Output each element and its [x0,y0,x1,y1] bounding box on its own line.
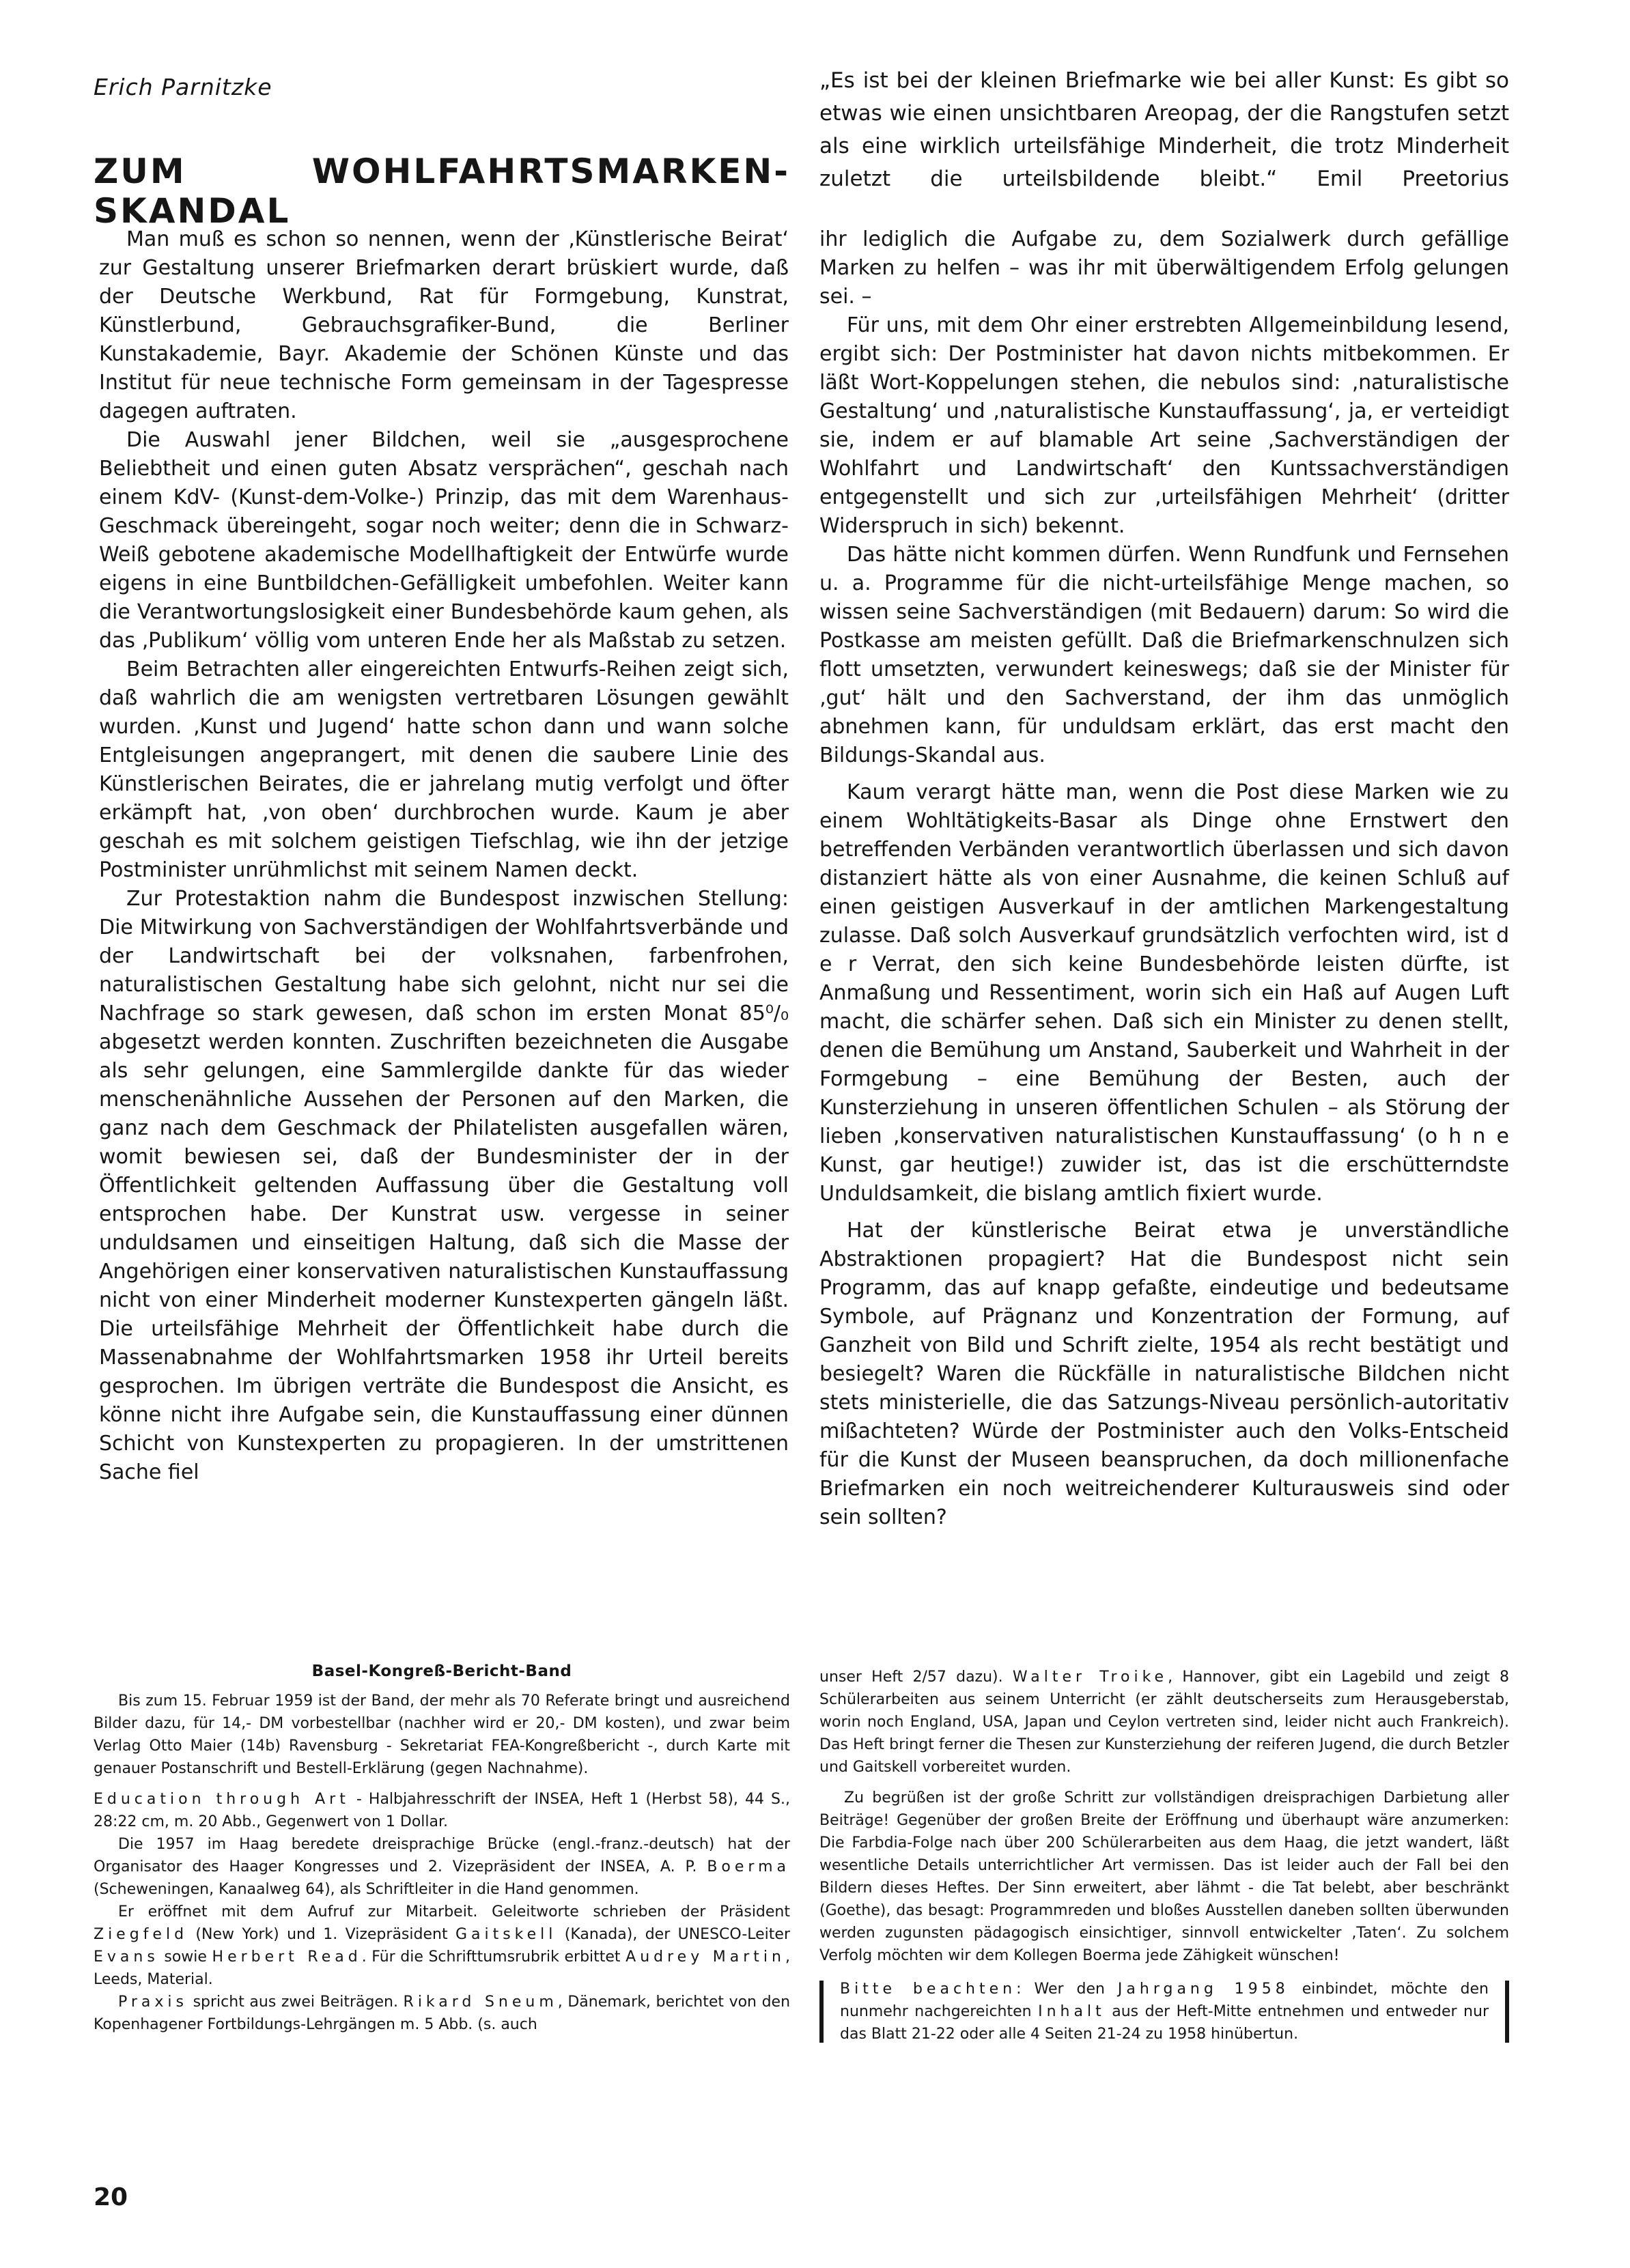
notice-box [819,1978,1509,2045]
spaced-text: Rikard Sneum [403,1994,558,2011]
note-text: : Wer den [1016,1981,1118,1998]
note-text: unser Heft 2/57 dazu). [819,1669,1013,1686]
note-text: (Kanada), der UNESCO-Leiter [557,1926,791,1943]
notice-bar-left [819,1981,824,2043]
paragraph: Hat der künstlerische Beirat etwa je unverständliche Abstraktionen propagiert? Hat die Bundespost nicht sein Programm, das auf knapp gefaßte, eindeutige und bedeutsame Symbole, auf Prägnanz und Konzentration der Formung, auf Ganzheit von Bild und Schrift zielte, 1954 als recht bestätigt und besiegelt? Waren die Rückfälle in naturalistische Bildchen nicht stets ministerielle, die das Satzungs-Niveau persönlich-autoritativ mißachteten? Würde der Postminister auch den Volks-Entscheid für die Kunst der Museen beanspruchen, da doch millionenfache Briefmarken ein noch weitreichenderer Kulturausweis sind oder sein sollten? [819,1219,1509,1529]
note-paragraph [819,1666,1509,1778]
notice-text [840,1978,1489,2045]
article-column-right [819,225,1509,1532]
spaced-text: Evans [94,1948,159,1966]
note-text: - Halbjahresschrift der INSEA, Heft 1 (Herbst 58), 44 S., 28:22 cm, m. 20 Abb., Gegenwert von 1 Dollar. [94,1791,790,1830]
paragraph: Beim Betrachten aller eingereichten Entwurfs-Reihen zeigt sich, daß wahrlich die am wenigsten vertretbaren Lösungen gewählt wurden. ‚Kunst und Jugend‘ hatte schon dann und wann solche Entgleisungen angeprangert, mit denen die saubere Linie des Künstlerischen Beirates, die er jahrelang mutig verfolgt und öfter erkämpft hat, ‚von oben‘ durchbrochen wurde. Kaum je aber geschah es mit solchem geistigen Tiefschlag, wie ihn der jetzige Postminister unrühmlichst mit seinem Namen deckt. [99,657,789,882]
article-title: ZUM WOHLFAHRTSMARKEN-SKANDAL [94,152,790,231]
note-text: , Hannover, gibt ein Lagebild und zeigt 8 Schülerarbeiten aus seinem Unterricht (er zählt deutscherseits zum Herausgeberstab, worin noch England, USA, Japan und Ceylon vertreten sind, leider nicht auch Frankreich). Das Heft bringt ferner die Thesen zur Kunsterziehung der reiferen Jugend, die durch Betzler und Gaitskell vorbereitet wurden. [819,1669,1510,1776]
paragraph: Die Auswahl jener Bildchen, weil sie „ausgesprochene Beliebtheit und einen guten Absatz versprächen“, geschah nach einem KdV- (Kunst-dem-Volke-) Prinzip, das mit dem Warenhaus-Geschmack übereingeht, sogar noch weiter; denn die in Schwarz-Weiß gebotene akademische Modellhaftigkeit der Entwürfe wurde eigens in eine Buntbildchen-Gefälligkeit umbefohlen. Weiter kann die Verantwortungslosigkeit einer Bundesbehörde kaum gehen, als das ‚Publikum‘ völlig vom unteren Ende her als Maßstab zu setzen. [99,428,789,653]
note-paragraph: Zu begrüßen ist der große Schritt zur vollständigen dreisprachigen Darbietung aller Beiträge! Gegenüber der großen Breite der Eröffnung und überhaupt wäre anzumerken: Die Farbdia-Folge nach über 200 Schülerarbeiten aus dem Haag, die jetzt wandert, läßt wesentliche Details unterrichtlicher Art vermissen. Das ist leider auch der Fall bei den Bildern dieses Heftes. Der Sinn erweitert, aber lähmt - die Tat belebt, aber beschränkt (Goethe), das besagt: Programmreden und bloßes Ausstellen daneben sollten überwunden werden zugunsten pädagogisch einsichtiger, sinnvoll entwickelter ‚Taten‘. Zu solchem Verfolg möchten wir dem Kollegen Boerma jede Zähigkeit wünschen! [819,1789,1509,1964]
paragraph: ihr lediglich die Aufgabe zu, dem Sozialwerk durch gefällige Marken zu helfen – was ihr mit überwältigendem Erfolg gelungen sei. – [819,227,1509,309]
spaced-text: Inhalt [1038,2003,1106,2020]
notes-column-left [94,1660,790,2036]
paragraph: Man muß es schon so nennen, wenn der ‚Künstlerische Beirat‘ zur Gestaltung unserer Briefmarken derart brüskiert wurde, daß der Deutsche Werkbund, Rat für Formgebung, Kunstrat, Künstlerbund, Gebrauchsgrafiker-Bund, die Berliner Kunstakademie, Bayr. Akademie der Schönen Künste und das Institut für neue technische Form gemeinsam in der Tagespresse dagegen auftraten. [99,227,789,423]
note-paragraph [94,1788,790,1833]
spaced-text: Praxis [118,1994,188,2011]
spaced-text: Herbert Read [212,1948,362,1966]
note-text: Die 1957 im Haag beredete dreisprachige Brücke (engl.-franz.-deutsch) hat der Organisator des Haager Kongresses und 2. Vizepräsident der INSEA, A. P. [94,1836,790,1875]
note-text: (Scheweningen, Kanaalweg 64), als Schriftleiter in die Hand genommen. [94,1881,639,1898]
article-column-left [99,225,789,1487]
spaced-text: Gaitskell [455,1926,557,1943]
note-paragraph: Bis zum 15. Februar 1959 ist der Band, der mehr als 70 Referate bringt und ausreichend Bilder dazu, für 14,- DM vorbestellbar (nachher wird er 20,- DM kosten), und zwar beim Verlag Otto Maier (14b) Ravensburg - Sekretariat FEA-Kongreßbericht -, durch Karte mit genauer Postanschrift und Bestell-Erklärung (gegen Nachnahme). [94,1692,790,1777]
note-paragraph [94,1833,790,1901]
note-text: . Für die Schrifttumsrubrik erbittet [361,1948,626,1966]
spaced-text: Jahrgang 1958 [1117,1981,1289,1998]
paragraph: Kaum verargt hätte man, wenn die Post diese Marken wie zu einem Wohltätigkeits-Basar als Dinge ohne Ernstwert den betreffenden Verbänden verantwortlich überlassen und sich davon distanziert hätte als von einer Ausnahme, die keinen Schluß auf einen geistigen Ausverkauf in der amtlichen Markengestaltung zulasse. Daß solch Ausverkauf grundsätzlich verfochten wird, ist d e r Verrat, den sich keine Bundesbehörde leisten dürfte, ist Anmaßung und Ressentiment, worin sich ein Haß auf Augen Luft macht, die schärfer sehen. Daß sich ein Minister zu denen stellt, denen die Bemühung um Anstand, Sauberkeit und Wahrheit in der Formgebung – eine Bemühung der Besten, auch der Kunsterziehung in unseren öffentlichen Schulen – als Störung der lieben ‚konservativen naturalistischen Kunstauffassung‘ (o h n e Kunst, gar heutige!) zuwider ist, das ist die erschütterndste Unduldsamkeit, die bislang amtlich fixiert wurde. [819,780,1509,1206]
paragraph: Das hätte nicht kommen dürfen. Wenn Rundfunk und Fernsehen u. a. Programme für die nicht-urteilsfähige Menge machen, so wissen seine Sachverständigen (mit Bedauern) darum: So wird die Postkasse am meisten gefüllt. Daß die Briefmarkenschnulzen sich flott umsetzten, verwundert keineswegs; daß sie der Minister für ‚gut‘ hält und den Sachverstand, der ihm das unmöglich abnehmen kann, für unduldsam erklärt, das erst macht den Bildungs-Skandal aus. [819,543,1509,767]
paragraph: Für uns, mit dem Ohr einer erstrebten Allgemeinbildung lesend, ergibt sich: Der Postminister hat davon nichts mitbekommen. Er läßt Wort-Koppelungen stehen, die nebulos sind: ‚naturalistische Gestaltung‘ und ‚naturalistische Kunstauffassung‘, ja, er verteidigt sie, indem er auf blamable Art seine ‚Sachverständigen der Wohlfahrt und Landwirtschaft‘ den Kuntssachverständigen entgegenstellt und sich zur ‚urteilsfähigen Mehrheit‘ (dritter Widerspruch in sich) bekennt. [819,313,1509,538]
author-name: Erich Parnitzke [94,74,272,100]
spaced-text: Bitte beachten [840,1981,1017,1998]
note-text: Er eröffnet mit dem Aufruf zur Mitarbeit. Geleitworte schrieben der Präsident [118,1903,790,1920]
note-paragraph [94,1901,790,1991]
spaced-text: Education through Art [94,1791,350,1808]
spaced-text: Boerma [707,1858,790,1875]
paragraph: Zur Protestaktion nahm die Bundespost inzwischen Stellung: Die Mitwirkung von Sachverständigen der Wohlfahrtsverbände und der Landwirtschaft bei der volksnahen, farbenfrohen, naturalistischen Gestaltung habe sich gelohnt, nicht nur sei die Nachfrage so stark gewesen, daß schon im ersten Monat 85⁰/₀ abgesetzt werden konnten. Zuschriften bezeichneten die Ausgabe als sehr gelungen, eine Sammlergilde dankte für das wieder menschenähnliche Aussehen der Personen auf den Marken, die ganz nach dem Geschmack der Philatelisten ausgefallen wären, womit bewiesen sei, daß der Bundesminister der in der Öffentlichkeit geltenden Auffassung über die Gestaltung voll entsprochen habe. Der Kunstrat usw. vergesse in seiner unduldsamen und einseitigen Haltung, daß sich die Masse der Angehörigen einer konservativen naturalistischen Kunstauffassung nicht von einer Minderheit moderner Kunstexperten gängeln läßt. Die urteilsfähige Mehrheit der Öffentlichkeit habe durch die Massenabnahme der Wohlfahrtsmarken 1958 ihr Urteil bereits gesprochen. Im übrigen verträte die Bundespost die Ansicht, es könne nicht ihre Aufgabe sein, die Kunstauffassung einer dünnen Schicht von Kunstexperten zu propagieren. In der umstrittenen Sache fiel [99,887,789,1484]
page-number: 20 [94,2183,128,2211]
notice-bar-right [1505,1981,1509,2043]
note-text: aus der Heft-Mitte entnehmen und entweder nur das Blatt 21-22 oder alle 4 Seiten 21-24 zu 1958 hinübertun. [840,2003,1489,2043]
note-text: , Leeds, Material. [94,1948,790,1988]
note-text: einbindet, möchte den nunmehr nachgereichten [840,1981,1489,2020]
note-text: (New York) und 1. Vizepräsident [188,1926,455,1943]
notes-title: Basel-Kongreß-Bericht-Band [311,1662,572,1680]
spaced-text: Walter Troike [1012,1669,1168,1686]
notes-column-right [819,1666,1509,2045]
note-text: , Dänemark, berichtet von den Kopenhagener Fortbildungs-Lehrgängen m. 5 Abb. (s. auch [94,1994,791,2033]
note-text: spricht aus zwei Beiträgen. [188,1994,404,2011]
spaced-text: Ziegfeld [94,1926,188,1943]
note-paragraph [94,1991,790,2036]
epigraph: „Es ist bei der kleinen Briefmarke wie bei aller Kunst: Es gibt so etwas wie einen unsichtbaren Areopag, der die Rangstufen setzt als eine wirklich urteilsfähige Minderheit, die trotz Minderheit zuletzt die urteilsbildende bleibt.“ Emil Preetorius [819,68,1509,191]
note-text: sowie [158,1948,212,1966]
spaced-text: Audrey Martin [626,1948,785,1966]
